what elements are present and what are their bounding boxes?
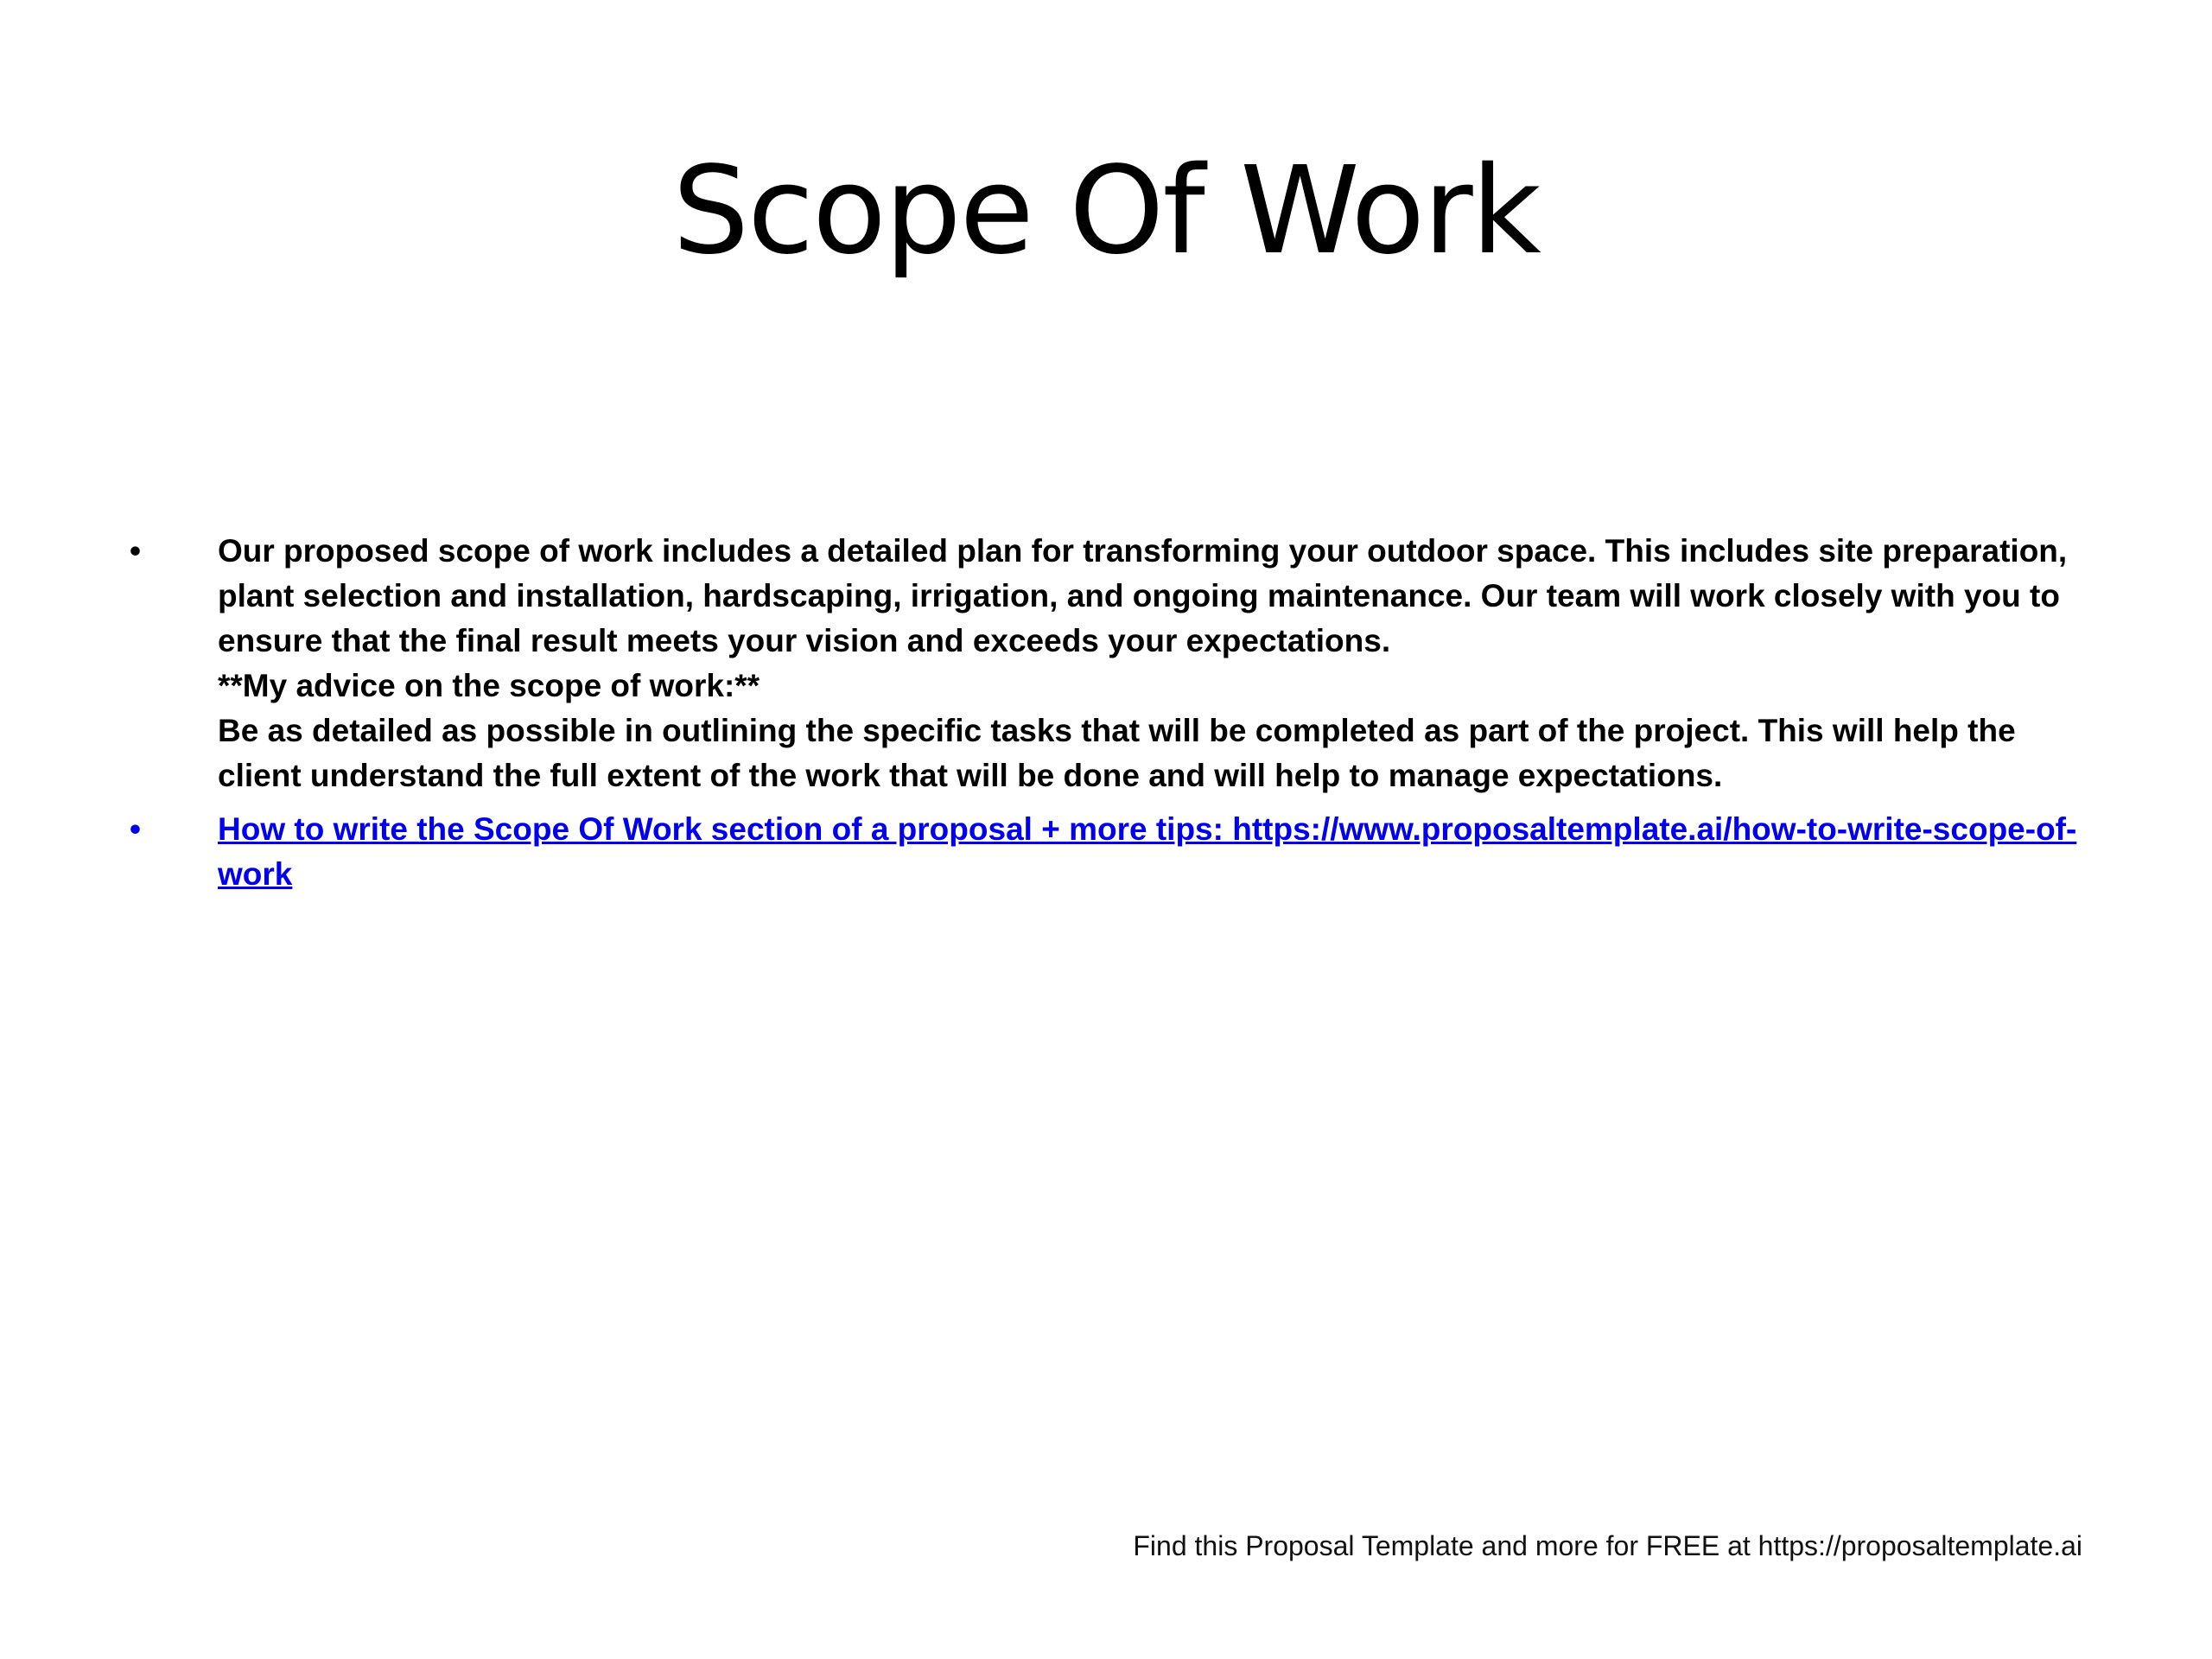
bullet-marker: • <box>130 811 141 847</box>
tips-link[interactable]: How to write the Scope Of Work section of a proposal + more tips: https://www.proposaltemplate.ai/how-to-write-scope-of-work <box>218 811 2077 892</box>
bullet-marker: • <box>130 533 141 569</box>
bullet-text <box>218 807 2100 897</box>
advice-heading: **My advice on the scope of work:** <box>218 668 760 703</box>
bullet-text <box>218 529 2100 798</box>
footer-note: Find this Proposal Template and more for FREE at https://proposaltemplate.ai <box>1133 1530 2082 1561</box>
advice-paragraph: Be as detailed as possible in outlining the specific tasks that will be completed as part of the project. This will help the client understand the full extent of the work that will be done and will help to manage expectations. <box>218 713 2016 793</box>
bullet-list <box>130 529 2100 906</box>
scope-paragraph: Our proposed scope of work includes a detailed plan for transforming your outdoor space. This includes site preparation, plant selection and installation, hardscaping, irrigation, and ongoing maintenance. Our team will work closely with you to ensure that the final result meets your vision and exceeds your expectations. <box>218 533 2068 658</box>
list-item-scope-description <box>130 529 2100 798</box>
slide-title: Scope Of Work <box>672 141 1540 282</box>
list-item-tips-link <box>130 807 2100 897</box>
